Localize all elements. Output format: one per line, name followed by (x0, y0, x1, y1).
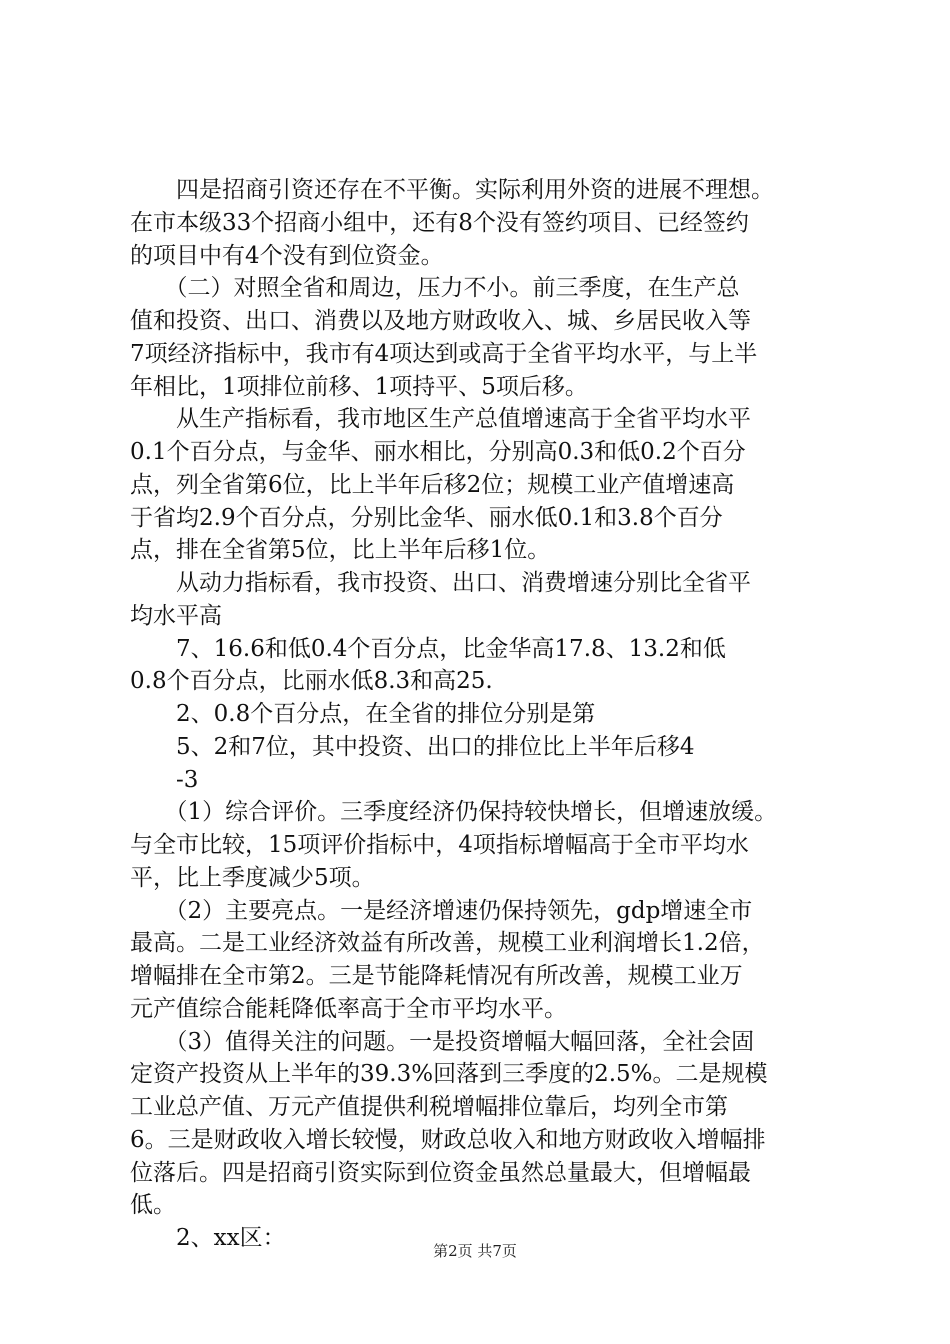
text-line: 从动力指标看，我市投资、出口、消费增速分别比全省平 (130, 570, 751, 596)
text-line: 工业总产值、万元产值提供利税增幅排位靠后，均列全市第 (130, 1094, 728, 1120)
text-line: 于省均2.9个百分点，分别比金华、丽水低0.1和3.8个百分 (130, 505, 723, 531)
text-line: 7项经济指标中，我市有4项达到或高于全省平均水平，与上半 (130, 341, 758, 367)
text-line: 均水平高 (130, 603, 222, 629)
text-line: 定资产投资从上半年的39.3%回落到三季度的2.5%。二是规模 (130, 1061, 768, 1087)
page-number-footer: 第2页 共7页 (433, 1242, 517, 1260)
text-line: 低。 (130, 1192, 176, 1218)
text-line: 0.1个百分点，与金华、丽水相比，分别高0.3和低0.2个百分 (130, 439, 746, 465)
text-line: 最高。二是工业经济效益有所改善，规模工业利润增长1.2倍， (130, 930, 765, 956)
text-line: 的项目中有4个没有到位资金。 (130, 243, 444, 269)
text-line: 元产值综合能耗降低率高于全市平均水平。 (130, 996, 567, 1022)
text-line: 位落后。四是招商引资实际到位资金虽然总量最大，但增幅最 (130, 1160, 751, 1186)
text-line: （3）值得关注的问题。一是投资增幅大幅回落，全社会固 (130, 1029, 755, 1055)
text-line: 5、2和7位，其中投资、出口的排位比上半年后移4 (130, 734, 695, 760)
text-line: 7、16.6和低0.4个百分点，比金华高17.8、13.2和低 (130, 636, 726, 662)
text-line: 点，排在全省第5位，比上半年后移1位。 (130, 537, 551, 563)
text-line: （2）主要亮点。一是经济增速仍保持领先，gdp增速全市 (130, 898, 753, 924)
text-line: 年相比，1项排位前移、1项持平、5项后移。 (130, 374, 588, 400)
text-line: 增幅排在全市第2。三是节能降耗情况有所改善，规模工业万 (130, 963, 743, 989)
text-line: 在市本级33个招商小组中，还有8个没有签约项目、已经签约 (130, 210, 749, 236)
text-line: 平，比上季度减少5项。 (130, 865, 375, 891)
text-line: 2、xx区： (130, 1225, 286, 1251)
text-line: 值和投资、出口、消费以及地方财政收入、城、乡居民收入等 (130, 308, 751, 334)
text-line: 与全市比较，15项评价指标中，4项指标增幅高于全市平均水 (130, 832, 749, 858)
text-line: 6。三是财政收入增长较慢，财政总收入和地方财政收入增幅排 (130, 1127, 766, 1153)
text-line: 从生产指标看，我市地区生产总值增速高于全省平均水平 (130, 406, 751, 432)
text-line: 2、0.8个百分点，在全省的排位分别是第 (130, 701, 596, 727)
text-line: 点，列全省第6位，比上半年后移2位；规模工业产值增速高 (130, 472, 735, 498)
text-line: 四是招商引资还存在不平衡。实际利用外资的进展不理想。 (130, 177, 774, 203)
text-line: 0.8个百分点，比丽水低8.3和高25. (130, 668, 493, 694)
text-line: （二）对照全省和周边，压力不小。前三季度，在生产总 (130, 275, 740, 301)
text-line: -3 (130, 767, 199, 793)
text-line: （1）综合评价。三季度经济仍保持较快增长，但增速放缓。 (130, 799, 778, 825)
